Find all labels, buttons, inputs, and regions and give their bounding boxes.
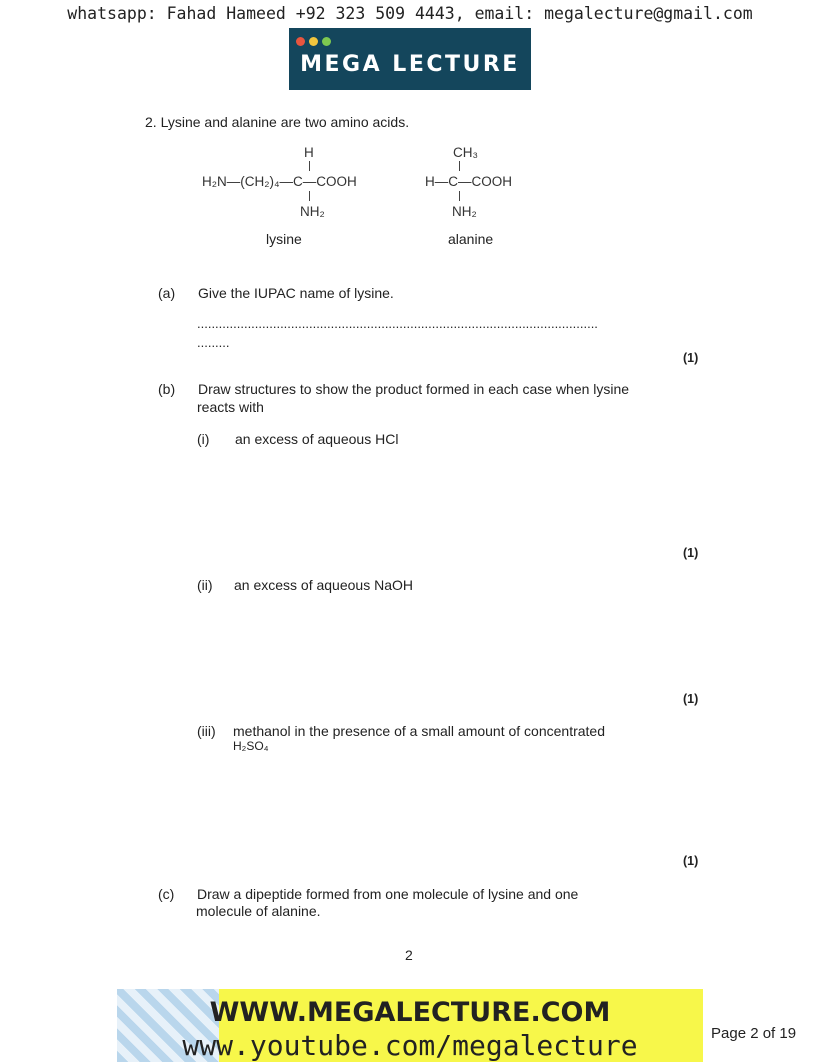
part-b-i-text: an excess of aqueous HCl (235, 431, 399, 447)
logo-dots (296, 37, 331, 46)
part-c-label: (c) (158, 886, 175, 902)
footer-banner (117, 989, 703, 1062)
part-a-label: (a) (158, 285, 176, 301)
alanine-nh2: NH₂ (452, 204, 477, 219)
part-c-text-2: molecule of alanine. (196, 903, 321, 919)
part-b-iii-label: (iii) (197, 723, 216, 739)
page-number: 2 (405, 947, 413, 963)
part-b-ii-text: an excess of aqueous NaOH (234, 577, 413, 593)
lysine-bond-bottom (309, 191, 310, 201)
lysine-bond-top (309, 161, 310, 171)
alanine-formula: H—C—COOH (425, 174, 512, 189)
answer-line-a1: ............................................................................................................... (197, 316, 598, 331)
mark-b-i: (1) (683, 546, 699, 560)
part-c-text-1: Draw a dipeptide formed from one molecule of lysine and one (197, 886, 579, 902)
part-b-text-1: Draw structures to show the product formed in each case when lysine (198, 381, 630, 397)
logo-dot-red-icon (296, 37, 305, 46)
lysine-label: lysine (266, 231, 302, 247)
logo-text: MEGA LECTURE (300, 52, 520, 77)
answer-line-a2: ......... (197, 335, 230, 350)
part-b-iii-text-1: methanol in the presence of a small amount of concentrated (233, 723, 605, 739)
youtube-link[interactable]: www.youtube.com/megalecture (182, 1029, 638, 1062)
alanine-ch3: CH₃ (453, 145, 478, 160)
contact-header: whatsapp: Fahad Hameed +92 323 509 4443, email: megalecture@gmail.com (67, 4, 753, 23)
lysine-nh2: NH₂ (300, 204, 325, 219)
part-a-text: Give the IUPAC name of lysine. (198, 285, 394, 301)
question-intro: 2. Lysine and alanine are two amino acids. (145, 114, 410, 130)
mark-b-iii: (1) (683, 854, 699, 868)
website-link[interactable]: WWW.MEGALECTURE.COM (209, 997, 611, 1028)
mark-a: (1) (683, 351, 699, 365)
alanine-bond-bottom (459, 191, 460, 201)
lysine-formula: H₂N—(CH₂)₄—C—COOH (202, 174, 357, 189)
alanine-label: alanine (448, 231, 494, 247)
part-b-iii-text-2: H₂SO₄ (233, 739, 269, 753)
part-b-label: (b) (158, 381, 176, 397)
logo-dot-yellow-icon (309, 37, 318, 46)
part-b-ii-label: (ii) (197, 577, 213, 593)
part-b-text-2: reacts with (197, 399, 264, 415)
page-of-label: Page 2 of 19 (711, 1025, 797, 1042)
mega-lecture-logo (289, 28, 531, 90)
alanine-bond-top (459, 161, 460, 171)
logo-dot-green-icon (322, 37, 331, 46)
mark-b-ii: (1) (683, 692, 699, 706)
part-b-i-label: (i) (197, 431, 210, 447)
lysine-top-h: H (304, 145, 314, 160)
